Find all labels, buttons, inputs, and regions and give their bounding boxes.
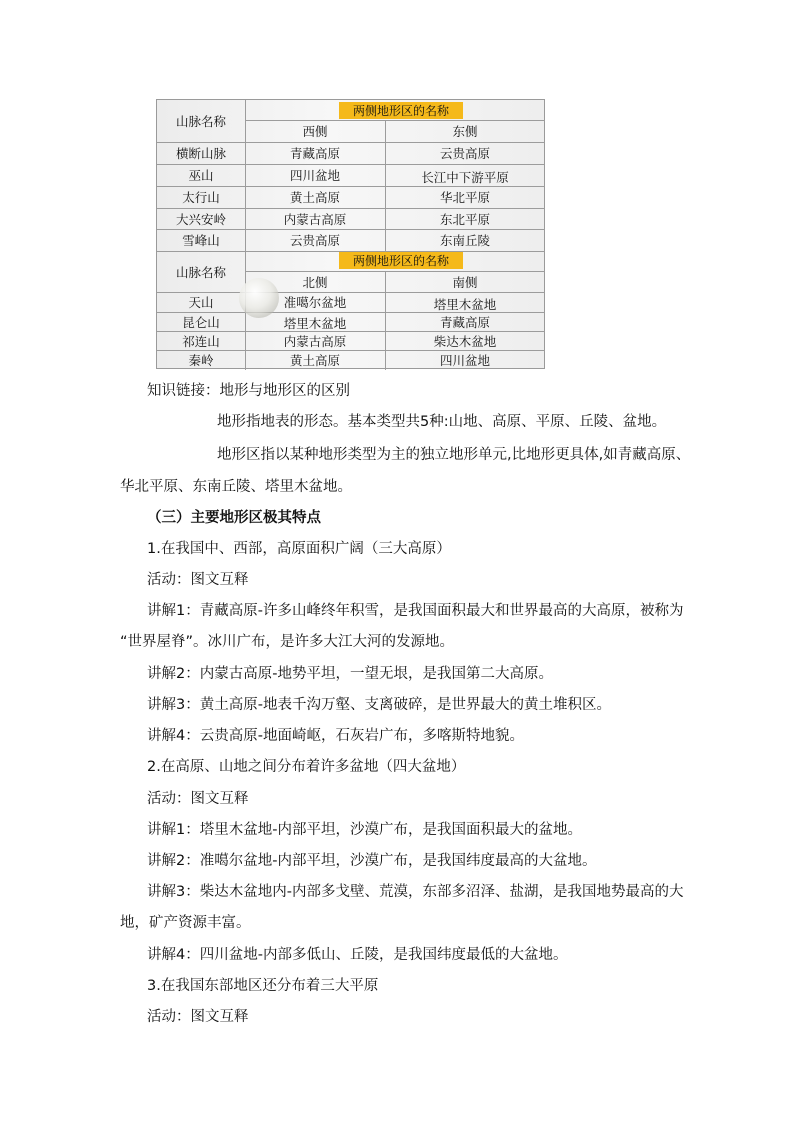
activity-label: 活动：图文互释 <box>147 572 249 588</box>
table-cell: 塔里木盆地 <box>283 315 347 331</box>
col-header-south: 南侧 <box>452 274 478 290</box>
table-cell: 祁连山 <box>182 333 220 349</box>
table-cell: 云贵高原 <box>439 146 490 161</box>
knowledge-link-heading: 知识链接：地形与地形区的区别 <box>147 383 350 399</box>
table-cell: 四川盆地 <box>439 352 490 368</box>
table-cell: 柴达木盆地 <box>433 333 497 349</box>
paragraph-line: “世界屋脊”。冰川广布，是许多大江大河的发源地。 <box>120 634 455 650</box>
subheading: 2.在高原、山地之间分布着许多盆地（四大盆地） <box>147 759 466 775</box>
table-cell: 东南丘陵 <box>439 233 490 248</box>
table-cell: 青藏高原 <box>289 146 340 161</box>
paragraph-line: 讲解2：准噶尔盆地-内部平坦，沙漠广布，是我国纬度最高的大盆地。 <box>147 853 597 869</box>
col-header-north: 北侧 <box>302 274 328 290</box>
banner-2: 两侧地形区的名称 <box>339 252 463 269</box>
table-cell: 长江中下游平原 <box>421 170 509 185</box>
section-heading: （三）主要地形区极其特点 <box>147 510 321 526</box>
table-cell: 青藏高原 <box>439 314 490 330</box>
paragraph-line: 讲解1：塔里木盆地-内部平坦，沙漠广布，是我国面积最大的盆地。 <box>147 822 582 838</box>
paragraph-line: 讲解4：云贵高原-地面崎岖，石灰岩广布，多喀斯特地貌。 <box>147 728 524 744</box>
table-cell: 东北平原 <box>439 211 490 227</box>
table-cell: 塔里木盆地 <box>433 297 497 312</box>
paragraph-line: 讲解4：四川盆地-内部多低山、丘陵，是我国纬度最低的大盆地。 <box>147 947 568 963</box>
col-header-west: 西侧 <box>302 124 328 139</box>
col-header-east: 东侧 <box>452 124 478 139</box>
paragraph-line: 地，矿产资源丰富。 <box>120 915 251 931</box>
paragraph-line: 华北平原、东南丘陵、塔里木盆地。 <box>120 479 352 495</box>
row-header-1: 山脉名称 <box>175 114 226 129</box>
paragraph-line: 讲解3：柴达木盆地内-内部多戈壁、荒漠，东部多沼泽、盐湖，是我国地势最高的大 <box>147 884 684 900</box>
terrain-table-image <box>156 99 545 369</box>
paragraph-line: 讲解2：内蒙古高原-地势平坦，一望无垠，是我国第二大高原。 <box>147 666 553 682</box>
banner-1: 两侧地形区的名称 <box>339 102 463 119</box>
paragraph-line: 地形指地表的形态。基本类型共5种:山地、高原、平原、丘陵、盆地。 <box>217 414 667 430</box>
table-cell: 黄土高原 <box>289 190 340 205</box>
table-cell: 横断山脉 <box>175 146 226 161</box>
table-cell: 准噶尔盆地 <box>283 295 347 310</box>
activity-label: 活动：图文互释 <box>147 1009 249 1025</box>
subheading: 3.在我国东部地区还分布着三大平原 <box>147 978 379 994</box>
table-cell: 巫山 <box>188 168 214 183</box>
table-cell: 天山 <box>188 295 214 310</box>
table-cell: 秦岭 <box>188 352 214 368</box>
table-cell: 大兴安岭 <box>175 211 226 227</box>
table-cell: 黄土高原 <box>289 352 340 368</box>
row-header-2: 山脉名称 <box>175 264 226 280</box>
table-cell: 雪峰山 <box>182 233 220 248</box>
table-cell: 太行山 <box>182 190 220 205</box>
paragraph-line: 讲解1：青藏高原-许多山峰终年积雪，是我国面积最大和世界最高的大高原，被称为 <box>147 603 684 619</box>
paragraph-line: 讲解3：黄土高原-地表千沟万壑、支离破碎，是世界最大的黄土堆积区。 <box>147 697 611 713</box>
paragraph-line: 地形区指以某种地形类型为主的独立地形单元,比地形更具体,如青藏高原、 <box>217 447 691 463</box>
table-cell: 云贵高原 <box>289 233 340 248</box>
activity-label: 活动：图文互释 <box>147 791 249 807</box>
subheading: 1.在我国中、西部，高原面积广阔（三大高原） <box>147 541 451 557</box>
table-cell: 昆仑山 <box>182 314 220 330</box>
table-cell: 华北平原 <box>439 190 490 205</box>
glossy-orb-decoration <box>239 278 279 318</box>
table-cell: 内蒙古高原 <box>283 211 347 227</box>
table-cell: 内蒙古高原 <box>283 333 347 349</box>
table-cell: 四川盆地 <box>289 168 340 183</box>
